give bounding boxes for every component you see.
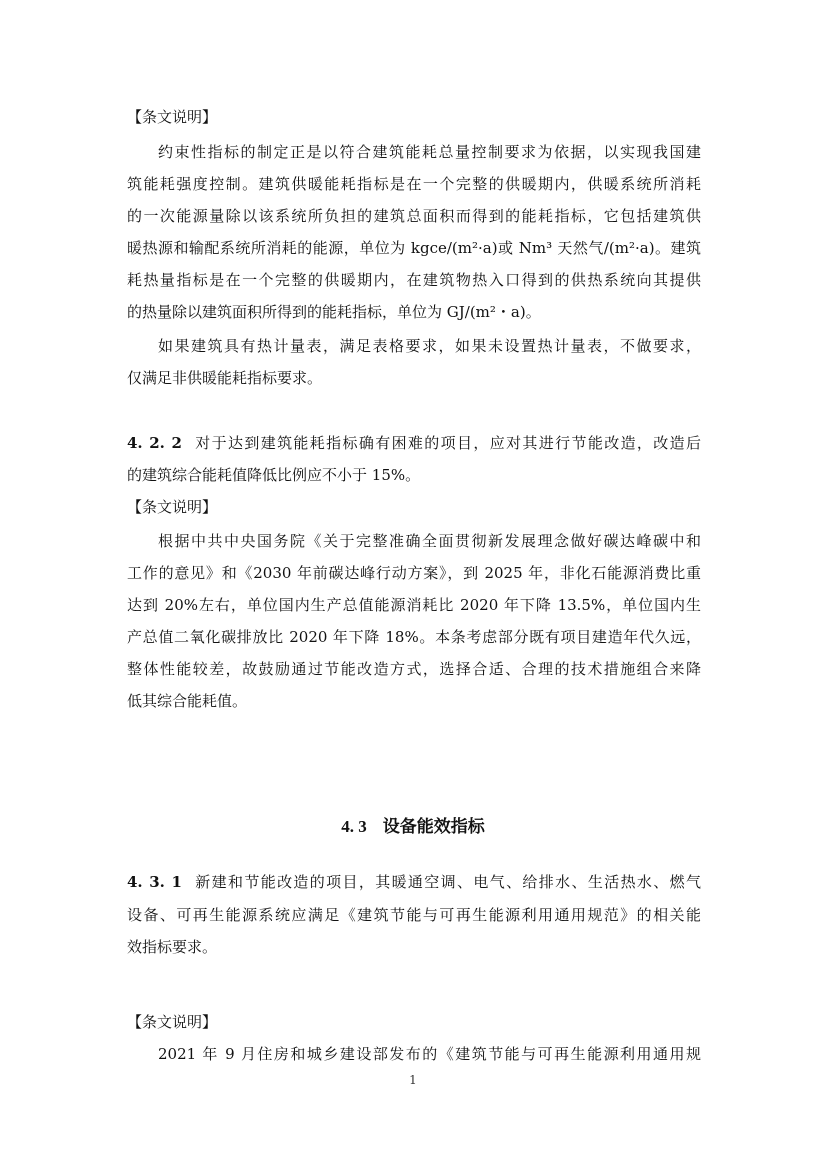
section-title: 设备能效指标 <box>382 817 485 837</box>
note-line: 耗热量指标是在一个完整的供暖期内，在建筑物热入口得到的供热系统向其提供 <box>127 271 701 289</box>
note-line: 2021 年 9 月住房和城乡建设部发布的《建筑节能与可再生能源利用通用规 <box>158 1045 701 1063</box>
note-line: 的热量除以建筑面积所得到的能耗指标，单位为 GJ/(m²・a)。 <box>127 303 541 321</box>
note-line: 仅满足非供暖能耗指标要求。 <box>127 369 323 387</box>
note-line: 筑能耗强度控制。建筑供暖能耗指标是在一个完整的供暖期内，供暖系统所消耗 <box>127 175 701 193</box>
note-label: 【条文说明】 <box>127 108 218 126</box>
clause-text: 新建和节能改造的项目，其暖通空调、电气、给排水、生活热水、燃气 <box>193 873 701 891</box>
note-label: 【条文说明】 <box>127 498 218 516</box>
note-line: 整体性能较差，故鼓励通过节能改造方式，选择合适、合理的技术措施组合来降 <box>127 660 701 678</box>
note-line: 暖热源和输配系统所消耗的能源，单位为 kgce/(m²·a)或 Nm³ 天然气/(m²·a)。建筑 <box>127 239 701 257</box>
note-line: 低其综合能耗值。 <box>127 692 248 710</box>
note-line: 约束性指标的制定正是以符合建筑能耗总量控制要求为依据，以实现我国建 <box>158 143 701 161</box>
clause-number: 4. 2. 2 <box>127 434 182 452</box>
note-line: 达到 20%左右，单位国内生产总值能源消耗比 2020 年下降 13.5%，单位国内生 <box>127 596 701 614</box>
note-line: 产总值二氧化碳排放比 2020 年下降 18%。本条考虑部分既有项目建造年代久远， <box>127 628 701 646</box>
note-line: 的一次能源量除以该系统所负担的建筑总面积而得到的能耗指标，它包括建筑供 <box>127 207 701 225</box>
note-line: 根据中共中央国务院《关于完整准确全面贯彻新发展理念做好碳达峰碳中和 <box>158 532 701 550</box>
clause-number: 4. 3. 1 <box>127 873 182 891</box>
clause-text: 的建筑综合能耗值降低比例应不小于 15%。 <box>127 466 421 484</box>
page-number: 1 <box>409 1073 417 1087</box>
note-line: 工作的意见》和《2030 年前碳达峰行动方案》，到 2025 年，非化石能源消费比重 <box>127 564 701 582</box>
clause-text: 设备、可再生能源系统应满足《建筑节能与可再生能源利用通用规范》的相关能 <box>127 906 701 924</box>
note-label: 【条文说明】 <box>127 1013 218 1031</box>
section-heading <box>0 816 826 838</box>
clause-4-3-1 <box>127 872 701 892</box>
clause-4-2-2 <box>127 433 701 453</box>
section-number: 4. 3 <box>341 817 367 836</box>
note-line: 如果建筑具有热计量表，满足表格要求，如果未设置热计量表，不做要求， <box>158 337 701 355</box>
clause-text: 效指标要求。 <box>127 938 218 956</box>
clause-text: 对于达到建筑能耗指标确有困难的项目，应对其进行节能改造，改造后 <box>193 434 701 452</box>
